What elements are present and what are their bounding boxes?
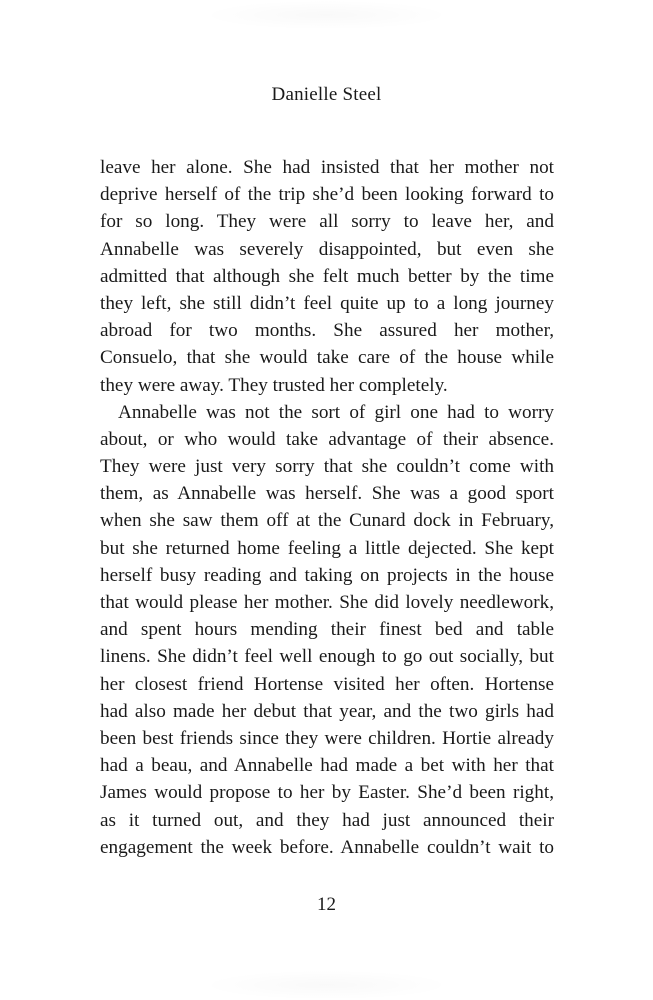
running-header: Danielle Steel <box>271 84 382 105</box>
text-line: for so long. They were all sorry to leave her, and <box>100 211 554 233</box>
text-line: been best friends since they were children. Hortie already <box>100 727 554 749</box>
text-line: admitted that although she felt much better by the time <box>100 265 554 287</box>
text-line: deprive herself of the trip she’d been looking forward to <box>100 184 554 206</box>
text-line: her closest friend Hortense visited her often. Hortense <box>100 673 554 695</box>
text-line: They were just very sorry that she couldn’t come with <box>100 456 554 478</box>
text-line: as it turned out, and they had just announced their <box>100 809 554 831</box>
text-line: and spent hours mending their finest bed and table <box>100 619 554 641</box>
scan-shadow-top <box>200 0 453 30</box>
text-line: leave her alone. She had insisted that her mother not <box>100 157 554 178</box>
text-line: had a beau, and Annabelle had made a bet with her that <box>100 755 554 777</box>
page-number: 12 <box>317 894 336 915</box>
scan-shadow-bottom <box>200 970 453 1000</box>
text-line: Annabelle was severely disappointed, but even she <box>100 238 554 260</box>
body-text <box>100 154 554 861</box>
text-line: abroad for two months. She assured her mother, <box>100 320 554 342</box>
text-line: when she saw them off at the Cunard dock in February, <box>100 510 554 532</box>
text-line: Annabelle was not the sort of girl one had to worry <box>118 401 554 423</box>
text-line: about, or who would take advantage of their absence. <box>100 428 554 450</box>
text-line: Consuelo, that she would take care of the house while <box>100 347 554 369</box>
text-line: but she returned home feeling a little dejected. She kept <box>100 537 554 559</box>
text-line: them, as Annabelle was herself. She was a good sport <box>100 483 554 505</box>
text-line: had also made her debut that year, and the two girls had <box>100 700 554 722</box>
text-line: they left, she still didn’t feel quite up to a long journey <box>100 292 554 314</box>
text-line: herself busy reading and taking on projects in the house <box>100 564 554 586</box>
text-line: that would please her mother. She did lovely needlework, <box>100 592 554 613</box>
text-line: linens. She didn’t feel well enough to go out socially, but <box>100 646 554 668</box>
text-line: engagement the week before. Annabelle couldn’t wait to <box>100 836 554 858</box>
text-line: James would propose to her by Easter. She’d been right, <box>100 782 554 804</box>
text-line: they were away. They trusted her completely. <box>100 374 448 396</box>
